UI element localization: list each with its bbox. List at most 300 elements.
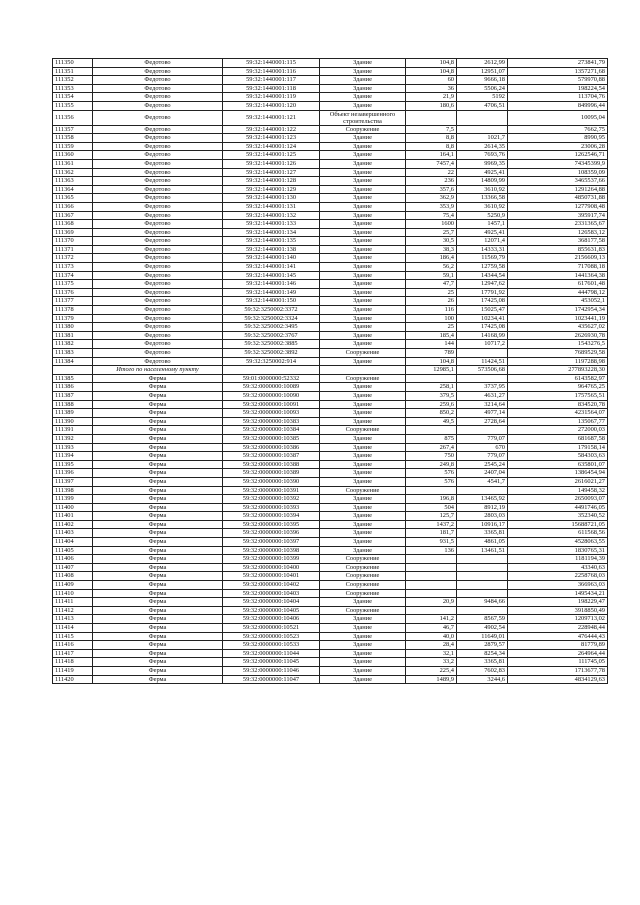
cadastral-value-cell: 435627,02 (508, 323, 608, 332)
cadastral-number-cell: 59:32:1440001:127 (223, 168, 320, 177)
cadastral-value-cell: 617601,48 (508, 280, 608, 289)
cadastral-value-cell: 1742954,34 (508, 306, 608, 315)
area-cell: 1600 (406, 220, 457, 229)
cadastral-value-cell: 8990,95 (508, 134, 608, 143)
cadastral-value-cell: 1543276,5 (508, 340, 608, 349)
table-row (53, 572, 608, 581)
table-row (53, 417, 608, 426)
object-type-cell: Сооружение (320, 563, 406, 572)
cadastral-number-cell: 59:32:0000000:10533 (223, 641, 320, 650)
cadastral-number-cell: 59:32:0000000:10521 (223, 624, 320, 633)
cadastral-value-cell: 1386454,94 (508, 469, 608, 478)
row-number-cell: 111397 (53, 477, 93, 486)
row-number-cell: 111362 (53, 168, 93, 177)
unit-value-cell: 9484,66 (457, 598, 508, 607)
area-cell: 225,4 (406, 666, 457, 675)
object-type-cell: Объект незавершенного строительства (320, 110, 406, 125)
object-type-cell: Здание (320, 632, 406, 641)
cadastral-number-cell: 59:32:3250002:3892 (223, 349, 320, 358)
table-row (53, 125, 608, 134)
row-number-cell: 111373 (53, 263, 93, 272)
cadastral-value-cell: 7689529,58 (508, 349, 608, 358)
table-row (53, 529, 608, 538)
object-type-cell: Здание (320, 400, 406, 409)
object-type-cell: Здание (320, 237, 406, 246)
unit-value-cell: 14344,54 (457, 271, 508, 280)
row-number-cell: 111416 (53, 641, 93, 650)
cadastral-number-cell: 59:32:1440001:145 (223, 271, 320, 280)
cadastral-number-cell: 59:32:1440001:122 (223, 125, 320, 134)
cadastral-number-cell: 59:32:1440001:134 (223, 228, 320, 237)
unit-value-cell: 4902,54 (457, 624, 508, 633)
area-cell: 28,4 (406, 641, 457, 650)
settlement-cell: Ферма (93, 589, 223, 598)
cadastral-number-cell: 59:32:1440001:123 (223, 134, 320, 143)
unit-value-cell: 2545,24 (457, 460, 508, 469)
object-type-cell: Здание (320, 658, 406, 667)
area-cell: 180,6 (406, 101, 457, 110)
unit-value-cell: 4925,41 (457, 168, 508, 177)
area-cell: 125,7 (406, 512, 457, 521)
cadastral-value-cell: 584303,63 (508, 452, 608, 461)
cadastral-value-cell: 681687,58 (508, 434, 608, 443)
table-row (53, 641, 608, 650)
area-cell: 36 (406, 84, 457, 93)
unit-value-cell: 3365,81 (457, 529, 508, 538)
cadastral-value-cell: 2156609,13 (508, 254, 608, 263)
area-cell (406, 572, 457, 581)
row-number-cell: 111386 (53, 383, 93, 392)
settlement-cell: Федотово (93, 340, 223, 349)
table-row (53, 59, 608, 68)
object-type-cell: Здание (320, 93, 406, 102)
cadastral-number-cell: 59:32:0000000:10396 (223, 529, 320, 538)
table-row (53, 581, 608, 590)
area-cell: 8,8 (406, 134, 457, 143)
settlement-cell: Ферма (93, 546, 223, 555)
settlement-cell: Федотово (93, 323, 223, 332)
object-type-cell: Здание (320, 254, 406, 263)
row-number-cell: 111385 (53, 374, 93, 383)
row-number-cell: 111412 (53, 606, 93, 615)
cadastral-value-cell: 1441364,38 (508, 271, 608, 280)
unit-value-cell (457, 374, 508, 383)
unit-value-cell: 3214,64 (457, 400, 508, 409)
area-cell: 7,5 (406, 125, 457, 134)
cadastral-value-cell: 43340,63 (508, 563, 608, 572)
cadastral-value-cell: 579970,88 (508, 76, 608, 85)
settlement-cell: Ферма (93, 563, 223, 572)
area-cell: 576 (406, 469, 457, 478)
area-cell: 185,4 (406, 331, 457, 340)
area-cell: 104,8 (406, 59, 457, 68)
row-number-cell: 111411 (53, 598, 93, 607)
settlement-cell: Федотово (93, 67, 223, 76)
table-row (53, 555, 608, 564)
area-cell: 33,2 (406, 658, 457, 667)
unit-value-cell: 2612,99 (457, 59, 508, 68)
unit-value-cell (457, 563, 508, 572)
settlement-cell: Федотово (93, 202, 223, 211)
area-cell: 504 (406, 503, 457, 512)
cadastral-number-cell: 59:32:0000000:10394 (223, 512, 320, 521)
area-cell: 259,6 (406, 400, 457, 409)
row-number-cell: 111377 (53, 297, 93, 306)
cadastral-value-cell: 1357271,68 (508, 67, 608, 76)
cadastral-value-cell: 395917,74 (508, 211, 608, 220)
object-type-cell: Здание (320, 280, 406, 289)
unit-value-cell (457, 555, 508, 564)
cadastral-value-cell: 366963,03 (508, 581, 608, 590)
object-type-cell: Здание (320, 434, 406, 443)
cadastral-value-cell: 1291264,88 (508, 185, 608, 194)
cadastral-number-cell: 59:32:0000000:10089 (223, 383, 320, 392)
cadastral-value-cell: 228948,44 (508, 624, 608, 633)
settlement-cell: Федотово (93, 110, 223, 125)
object-type-cell: Здание (320, 151, 406, 160)
object-type-cell: Здание (320, 512, 406, 521)
cadastral-value-cell: 23006,28 (508, 142, 608, 151)
object-type-cell: Здание (320, 134, 406, 143)
unit-value-cell: 8912,19 (457, 503, 508, 512)
row-number-cell: 111387 (53, 391, 93, 400)
cadastral-number-cell: 59:32:0000000:10401 (223, 572, 320, 581)
unit-value-cell: 4925,41 (457, 228, 508, 237)
cadastral-value-cell: 444798,12 (508, 288, 608, 297)
settlement-cell: Ферма (93, 469, 223, 478)
object-type-cell: Здание (320, 357, 406, 366)
object-type-cell: Здание (320, 675, 406, 684)
object-type-cell: Здание (320, 67, 406, 76)
object-type-cell: Сооружение (320, 349, 406, 358)
unit-value-cell: 8567,59 (457, 615, 508, 624)
cadastral-value-cell: 352340,52 (508, 512, 608, 521)
cadastral-number-cell: 59:32:0000000:10388 (223, 460, 320, 469)
cadastral-number-cell (223, 366, 320, 375)
row-number-cell: 111372 (53, 254, 93, 263)
cadastral-value-cell: 108359,09 (508, 168, 608, 177)
row-number-cell: 111360 (53, 151, 93, 160)
cadastral-value-cell: 273841,79 (508, 59, 608, 68)
table-row (53, 159, 608, 168)
table-row (53, 297, 608, 306)
row-number-cell: 111356 (53, 110, 93, 125)
area-cell: 116 (406, 306, 457, 315)
row-number-cell: 111402 (53, 520, 93, 529)
cadastral-number-cell: 59:32:0000000:10395 (223, 520, 320, 529)
cadastral-number-cell: 59:32:1440001:124 (223, 142, 320, 151)
object-type-cell: Здание (320, 443, 406, 452)
cadastral-number-cell: 59:32:0000000:10383 (223, 417, 320, 426)
object-type-cell: Здание (320, 340, 406, 349)
unit-value-cell: 13465,92 (457, 495, 508, 504)
row-number-cell: 111403 (53, 529, 93, 538)
cadastral-number-cell: 59:32:1440001:115 (223, 59, 320, 68)
object-type-cell: Здание (320, 84, 406, 93)
cadastral-number-cell: 59:32:3250002:3372 (223, 306, 320, 315)
table-row (53, 649, 608, 658)
cadastral-value-cell: 4231564,07 (508, 409, 608, 418)
area-cell: 30,5 (406, 237, 457, 246)
settlement-cell: Ферма (93, 452, 223, 461)
cadastral-number-cell: 59:32:0000000:10399 (223, 555, 320, 564)
settlement-cell: Федотово (93, 151, 223, 160)
row-number-cell (53, 366, 93, 375)
table-row (53, 142, 608, 151)
object-type-cell: Здание (320, 391, 406, 400)
cadastral-value-cell: 635801,07 (508, 460, 608, 469)
cadastral-value-cell: 1023441,19 (508, 314, 608, 323)
object-type-cell: Здание (320, 495, 406, 504)
row-number-cell: 111404 (53, 538, 93, 547)
unit-value-cell: 13461,51 (457, 546, 508, 555)
cadastral-number-cell: 59:32:0000000:11044 (223, 649, 320, 658)
area-cell: 576 (406, 477, 457, 486)
object-type-cell: Сооружение (320, 581, 406, 590)
unit-value-cell: 11649,01 (457, 632, 508, 641)
unit-value-cell: 11569,79 (457, 254, 508, 263)
row-number-cell: 111405 (53, 546, 93, 555)
object-type-cell: Здание (320, 598, 406, 607)
cadastral-value-cell: 834520,78 (508, 400, 608, 409)
cadastral-value-cell: 2331365,67 (508, 220, 608, 229)
row-number-cell: 111419 (53, 666, 93, 675)
row-number-cell: 111376 (53, 288, 93, 297)
settlement-cell: Федотово (93, 59, 223, 68)
settlement-cell: Ферма (93, 400, 223, 409)
settlement-cell: Ферма (93, 426, 223, 435)
table-row (53, 443, 608, 452)
table-row (53, 400, 608, 409)
object-type-cell: Сооружение (320, 426, 406, 435)
cadastral-number-cell: 59:32:0000000:10403 (223, 589, 320, 598)
settlement-cell: Ферма (93, 675, 223, 684)
table-row (53, 486, 608, 495)
settlement-cell: Федотово (93, 185, 223, 194)
row-number-cell: 111354 (53, 93, 93, 102)
area-cell: 196,8 (406, 495, 457, 504)
object-type-cell: Здание (320, 383, 406, 392)
object-type-cell: Здание (320, 76, 406, 85)
cadastral-value-cell: 2650093,07 (508, 495, 608, 504)
cadastral-value-cell: 111745,05 (508, 658, 608, 667)
settlement-cell: Федотово (93, 125, 223, 134)
unit-value-cell: 9666,18 (457, 76, 508, 85)
object-type-cell: Здание (320, 297, 406, 306)
area-cell: 32,1 (406, 649, 457, 658)
unit-value-cell: 12947,62 (457, 280, 508, 289)
table-row (53, 254, 608, 263)
area-cell: 144 (406, 340, 457, 349)
cadastral-value-cell: 964765,25 (508, 383, 608, 392)
settlement-cell: Ферма (93, 477, 223, 486)
unit-value-cell: 2728,64 (457, 417, 508, 426)
object-type-cell: Здание (320, 263, 406, 272)
area-cell: 38,3 (406, 245, 457, 254)
table-row (53, 331, 608, 340)
cadastral-number-cell: 59:32:1440001:149 (223, 288, 320, 297)
settlement-cell: Ферма (93, 529, 223, 538)
settlement-cell: Федотово (93, 349, 223, 358)
settlement-cell: Федотово (93, 280, 223, 289)
area-cell (406, 486, 457, 495)
unit-value-cell: 17425,08 (457, 297, 508, 306)
table-row (53, 383, 608, 392)
row-number-cell: 111401 (53, 512, 93, 521)
settlement-cell: Федотово (93, 177, 223, 186)
unit-value-cell: 3737,95 (457, 383, 508, 392)
object-type-cell: Сооружение (320, 572, 406, 581)
row-number-cell: 111395 (53, 460, 93, 469)
table-row (53, 211, 608, 220)
area-cell: 789 (406, 349, 457, 358)
unit-value-cell: 4977,14 (457, 409, 508, 418)
object-type-cell: Здание (320, 159, 406, 168)
cadastral-number-cell: 59:32:1440001:118 (223, 84, 320, 93)
cadastral-number-cell: 59:32:0000000:10384 (223, 426, 320, 435)
row-number-cell: 111364 (53, 185, 93, 194)
row-number-cell: 111390 (53, 417, 93, 426)
cadastral-value-cell: 74345399,9 (508, 159, 608, 168)
table-row (53, 460, 608, 469)
table-row (53, 434, 608, 443)
cadastral-value-cell: 135067,77 (508, 417, 608, 426)
cadastral-number-cell: 59:32:0000000:10402 (223, 581, 320, 590)
object-type-cell: Здание (320, 194, 406, 203)
unit-value-cell: 3610,92 (457, 185, 508, 194)
cadastral-number-cell: 59:01:0000000:52332 (223, 374, 320, 383)
cadastral-number-cell: 59:32:1440001:141 (223, 263, 320, 272)
settlement-cell: Ферма (93, 383, 223, 392)
cadastral-number-cell: 59:32:1440001:117 (223, 76, 320, 85)
table-row (53, 67, 608, 76)
object-type-cell: Сооружение (320, 555, 406, 564)
settlement-cell: Ферма (93, 434, 223, 443)
unit-value-cell: 670 (457, 443, 508, 452)
object-type-cell: Здание (320, 245, 406, 254)
row-number-cell: 111370 (53, 237, 93, 246)
settlement-cell: Ферма (93, 615, 223, 624)
area-cell: 25,7 (406, 228, 457, 237)
area-cell (406, 581, 457, 590)
row-number-cell: 111406 (53, 555, 93, 564)
property-table-body (53, 59, 608, 684)
cadastral-value-cell: 1830765,31 (508, 546, 608, 555)
cadastral-number-cell: 59:32:0000000:10523 (223, 632, 320, 641)
row-number-cell: 111353 (53, 84, 93, 93)
table-row (53, 314, 608, 323)
settlement-cell: Ферма (93, 409, 223, 418)
unit-value-cell: 2407,04 (457, 469, 508, 478)
unit-value-cell: 12759,58 (457, 263, 508, 272)
cadastral-number-cell: 59:32:3250002:3324 (223, 314, 320, 323)
cadastral-value-cell: 4850731,88 (508, 194, 608, 203)
object-type-cell: Здание (320, 59, 406, 68)
table-row (53, 271, 608, 280)
cadastral-number-cell: 59:32:0000000:10393 (223, 503, 320, 512)
settlement-cell: Федотово (93, 159, 223, 168)
object-type-cell: Здание (320, 331, 406, 340)
settlement-cell: Федотово (93, 297, 223, 306)
table-row (53, 340, 608, 349)
cadastral-number-cell: 59:32:1440001:125 (223, 151, 320, 160)
object-type-cell: Здание (320, 529, 406, 538)
cadastral-value-cell: 855631,83 (508, 245, 608, 254)
row-number-cell: 111415 (53, 632, 93, 641)
settlement-cell: Ферма (93, 443, 223, 452)
area-cell: 7457,4 (406, 159, 457, 168)
table-row (53, 93, 608, 102)
object-type-cell: Здание (320, 314, 406, 323)
area-cell: 1437,2 (406, 520, 457, 529)
row-number-cell: 111398 (53, 486, 93, 495)
settlement-cell: Ферма (93, 538, 223, 547)
table-row (53, 202, 608, 211)
row-number-cell: 111367 (53, 211, 93, 220)
cadastral-value-cell: 1757565,51 (508, 391, 608, 400)
row-number-cell: 111363 (53, 177, 93, 186)
cadastral-number-cell: 59:32:0000000:10398 (223, 546, 320, 555)
table-row (53, 288, 608, 297)
object-type-cell: Здание (320, 460, 406, 469)
row-number-cell: 111384 (53, 357, 93, 366)
row-number-cell: 111374 (53, 271, 93, 280)
table-row (53, 177, 608, 186)
cadastral-number-cell: 59:32:0000000:11047 (223, 675, 320, 684)
row-number-cell: 111381 (53, 331, 93, 340)
object-type-cell: Здание (320, 101, 406, 110)
cadastral-value-cell: 7662,75 (508, 125, 608, 134)
area-cell: 875 (406, 434, 457, 443)
cadastral-number-cell: 59:32:0000000:10392 (223, 495, 320, 504)
table-row (53, 675, 608, 684)
cadastral-value-cell: 1262546,71 (508, 151, 608, 160)
area-cell: 186,4 (406, 254, 457, 263)
row-number-cell: 111380 (53, 323, 93, 332)
unit-value-cell: 12071,4 (457, 237, 508, 246)
table-row (53, 168, 608, 177)
area-cell: 357,6 (406, 185, 457, 194)
unit-value-cell: 4541,7 (457, 477, 508, 486)
row-number-cell: 111351 (53, 67, 93, 76)
unit-value-cell: 2803,03 (457, 512, 508, 521)
row-number-cell: 111352 (53, 76, 93, 85)
unit-value-cell: 14333,31 (457, 245, 508, 254)
area-cell: 26 (406, 297, 457, 306)
settlement-cell: Федотово (93, 314, 223, 323)
cadastral-value-cell: 2616021,27 (508, 477, 608, 486)
cadastral-value-cell: 1209713,02 (508, 615, 608, 624)
settlement-cell: Федотово (93, 194, 223, 203)
cadastral-number-cell: 59:32:3250002:3885 (223, 340, 320, 349)
unit-value-cell (457, 572, 508, 581)
table-row (53, 606, 608, 615)
unit-value-cell: 7602,83 (457, 666, 508, 675)
settlement-cell: Федотово (93, 142, 223, 151)
area-cell: 25 (406, 323, 457, 332)
subtotal-row (53, 366, 608, 375)
settlement-cell: Ферма (93, 512, 223, 521)
area-cell: 353,9 (406, 202, 457, 211)
object-type-cell: Сооружение (320, 125, 406, 134)
cadastral-number-cell: 59:32:1440001:128 (223, 177, 320, 186)
row-number-cell: 111393 (53, 443, 93, 452)
row-number-cell: 111357 (53, 125, 93, 134)
unit-value-cell: 14809,99 (457, 177, 508, 186)
table-row (53, 220, 608, 229)
area-cell: 40,0 (406, 632, 457, 641)
table-row (53, 632, 608, 641)
